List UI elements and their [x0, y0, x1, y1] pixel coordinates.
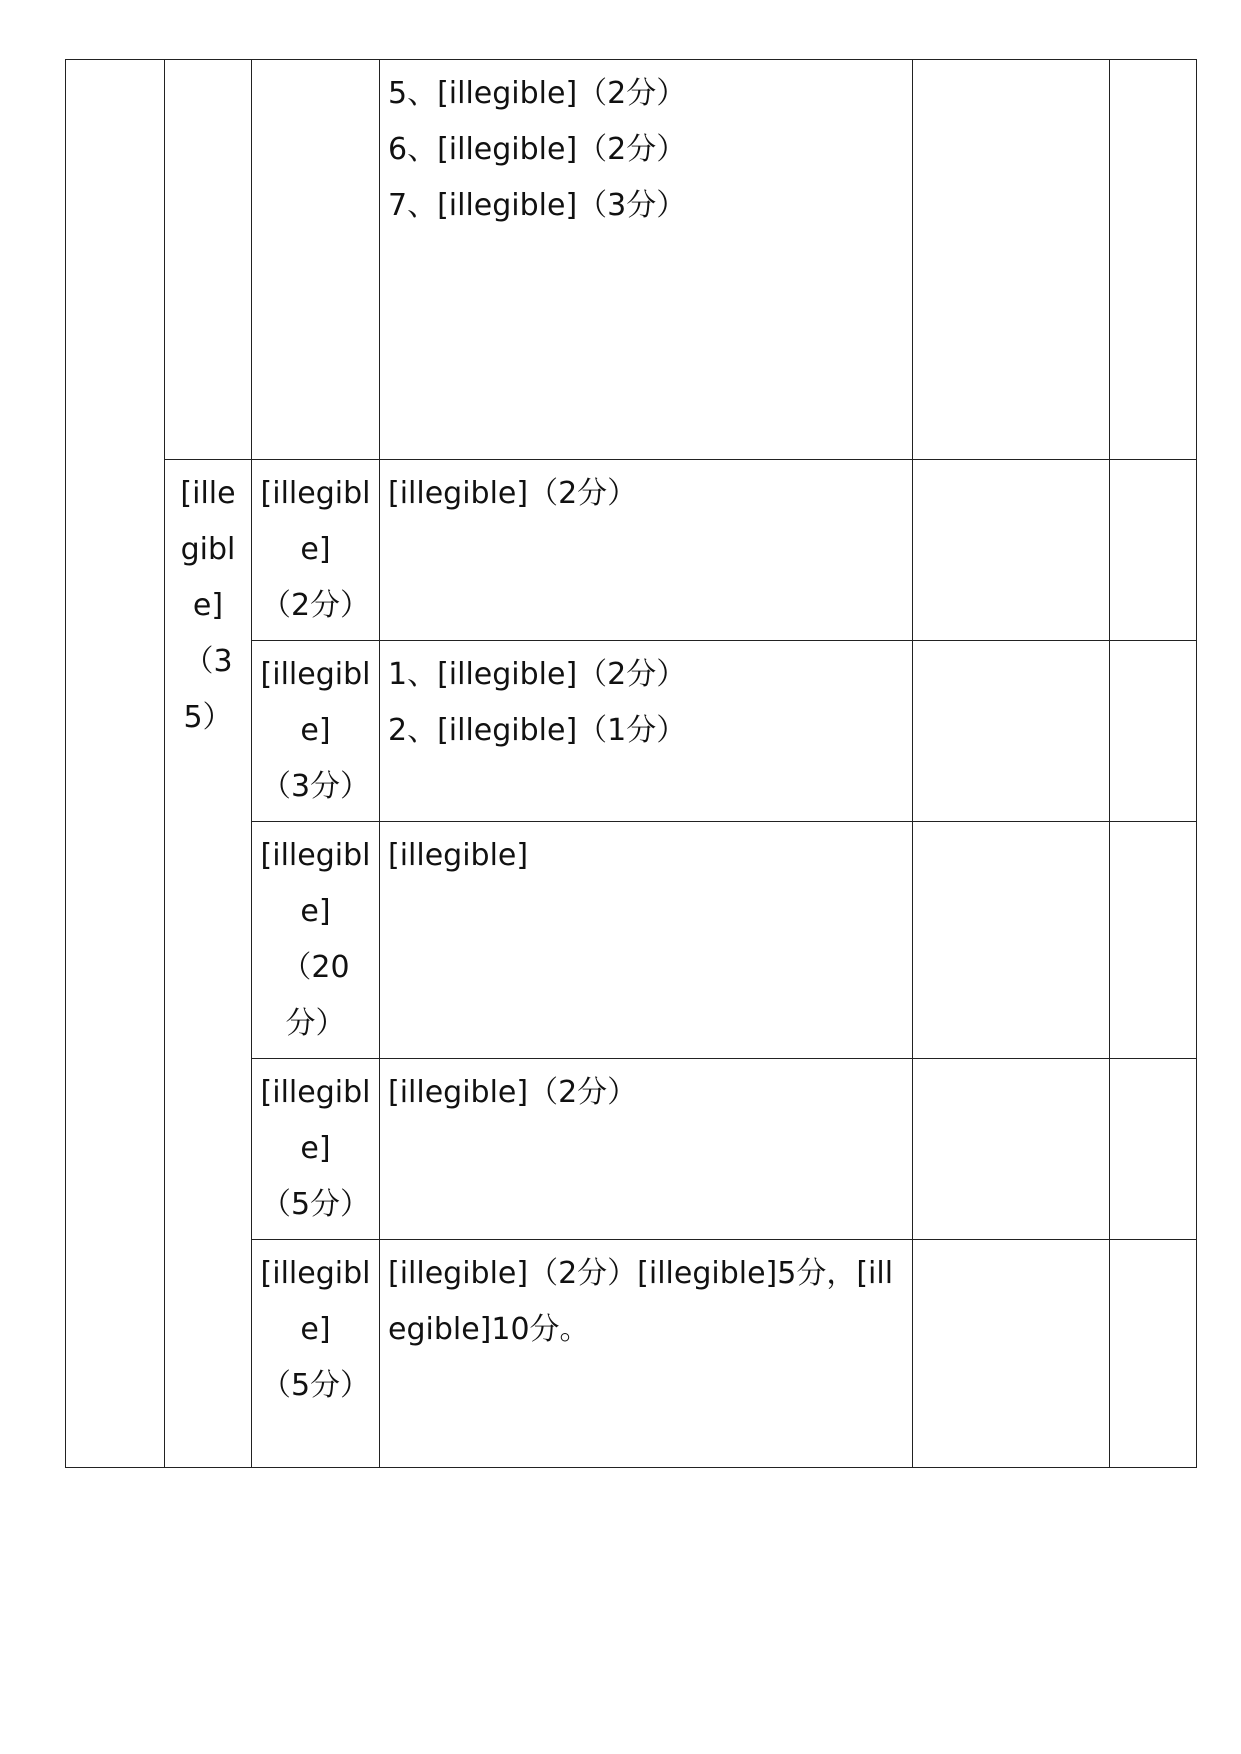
category-text: [illegible] （35）	[180, 476, 236, 735]
criteria-cell	[380, 641, 913, 822]
criteria-cell	[380, 1240, 913, 1468]
item-cell	[252, 1240, 380, 1468]
remark-cell	[1110, 641, 1197, 822]
score-cell	[913, 1059, 1110, 1240]
remark-cell	[1110, 60, 1197, 460]
criteria-cell	[380, 60, 913, 460]
table-cell-blank	[165, 60, 252, 460]
score-cell	[913, 460, 1110, 641]
criteria-text: [illegible]（2分）	[388, 1075, 638, 1110]
score-cell	[913, 641, 1110, 822]
criteria-text: 5、[illegible]（2分） 6、[illegible]（2分） 7、[illegible]（3分）	[388, 76, 687, 223]
criteria-cell	[380, 1059, 913, 1240]
item-text: [illegible] （3分）	[260, 657, 371, 804]
table-row	[66, 460, 1197, 641]
table-row	[66, 60, 1197, 460]
item-cell	[252, 641, 380, 822]
criteria-text: [illegible]（2分）	[388, 476, 638, 511]
remark-cell	[1110, 1059, 1197, 1240]
table-cell-blank	[66, 60, 165, 1468]
score-cell	[913, 1240, 1110, 1468]
criteria-cell	[380, 460, 913, 641]
item-cell	[252, 822, 380, 1059]
category-cell	[165, 460, 252, 1468]
evaluation-table	[65, 59, 1197, 1468]
score-cell	[913, 822, 1110, 1059]
score-cell	[913, 60, 1110, 460]
item-text: [illegible] （2分）	[260, 476, 371, 623]
remark-cell	[1110, 1240, 1197, 1468]
item-text: [illegible] （5分）	[260, 1256, 371, 1403]
table-cell-blank	[252, 60, 380, 460]
criteria-text: [illegible]	[388, 838, 529, 873]
item-cell	[252, 1059, 380, 1240]
item-cell	[252, 460, 380, 641]
criteria-text: 1、[illegible]（2分） 2、[illegible]（1分）	[388, 657, 687, 748]
remark-cell	[1110, 460, 1197, 641]
item-text: [illegible] （5分）	[260, 1075, 371, 1222]
criteria-text: [illegible]（2分）[illegible]5分，[illegible]10分。	[388, 1256, 894, 1347]
criteria-cell	[380, 822, 913, 1059]
remark-cell	[1110, 822, 1197, 1059]
item-text: [illegible] （20分）	[260, 838, 371, 1041]
